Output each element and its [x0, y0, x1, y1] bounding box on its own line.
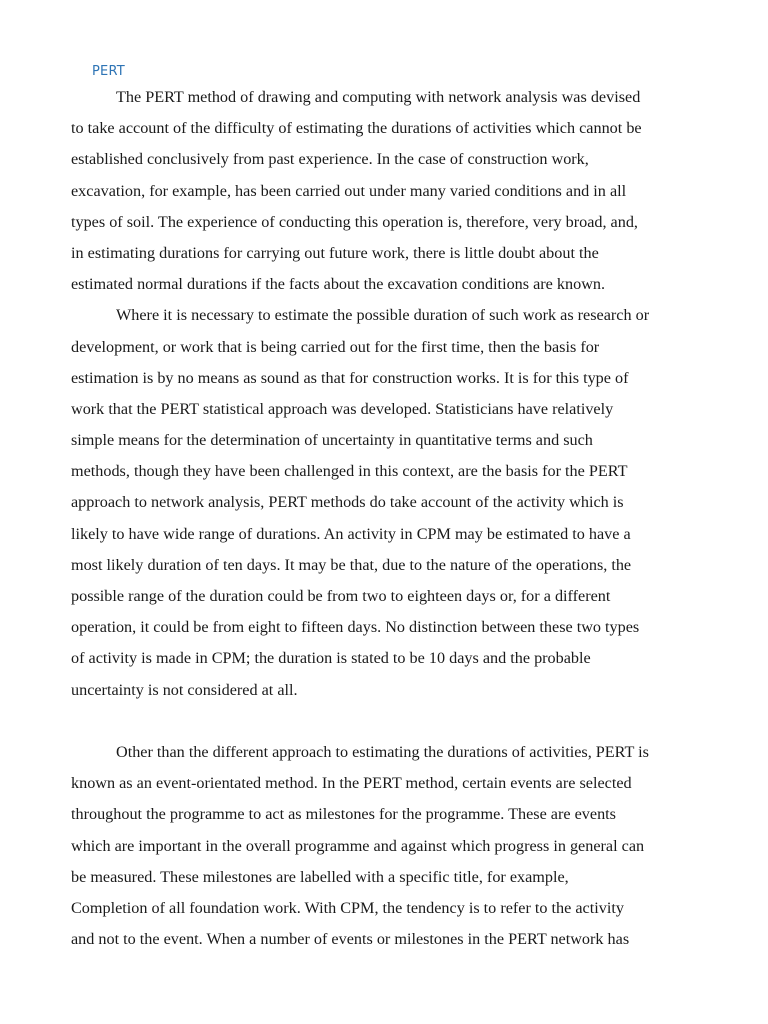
section-heading: PERT: [92, 64, 125, 79]
text-line: uncertainty is not considered at all.: [71, 680, 298, 699]
text-line: of activity is made in CPM; the duration is stated to be 10 days and the probable: [71, 649, 591, 668]
text-line: most likely duration of ten days. It may be that, due to the nature of the operations, the: [71, 555, 632, 574]
text-line: Other than the different approach to estimating the durations of activities, PERT is: [116, 742, 649, 761]
text-line: excavation, for example, has been carried out under many varied conditions and in all: [71, 181, 627, 200]
text-line: to take account of the difficulty of estimating the durations of activities which cannot be: [71, 119, 642, 138]
text-line: in estimating durations for carrying out future work, there is little doubt about the: [71, 243, 599, 262]
text-line: estimation is by no means as sound as that for construction works. It is for this type of: [71, 368, 629, 387]
text-line: be measured. These milestones are labelled with a specific title, for example,: [71, 867, 569, 886]
paragraph-pert-method: [71, 82, 711, 300]
paragraph-spacer: [71, 706, 711, 737]
text-line: work that the PERT statistical approach was developed. Statisticians have relatively: [71, 399, 614, 418]
text-line: likely to have wide range of durations. An activity in CPM may be estimated to have a: [71, 524, 631, 543]
text-line: operation, it could be from eight to fifteen days. No distinction between these two types: [71, 618, 640, 637]
text-line: approach to network analysis, PERT methods do take account of the activity which is: [71, 493, 624, 512]
text-line: methods, though they have been challenged in this context, are the basis for the PERT: [71, 462, 628, 481]
text-line: established conclusively from past experience. In the case of construction work,: [71, 150, 589, 169]
text-line: possible range of the duration could be from two to eighteen days or, for a different: [71, 587, 611, 605]
text-line: which are important in the overall programme and against which progress in general can: [71, 836, 645, 855]
text-line: types of soil. The experience of conducting this operation is, therefore, very broad, and,: [71, 212, 638, 231]
text-line: Where it is necessary to estimate the possible duration of such work as research or: [116, 306, 650, 325]
text-line: estimated normal durations if the facts about the excavation conditions are known.: [71, 275, 606, 294]
document-body: [71, 82, 711, 955]
text-line: known as an event-orientated method. In the PERT method, certain events are selected: [71, 774, 632, 793]
text-line: throughout the programme to act as milestones for the programme. These are events: [71, 805, 616, 824]
text-line: The PERT method of drawing and computing with network analysis was devised: [116, 88, 641, 106]
paragraph-event-oriented: [71, 737, 711, 955]
text-line: Completion of all foundation work. With CPM, the tendency is to refer to the activity: [71, 898, 624, 917]
text-line: simple means for the determination of uncertainty in quantitative terms and such: [71, 431, 593, 450]
text-line: development, or work that is being carried out for the first time, then the basis for: [71, 337, 600, 356]
text-line: and not to the event. When a number of events or milestones in the PERT network has: [71, 930, 630, 949]
paragraph-uncertainty: [71, 300, 711, 705]
